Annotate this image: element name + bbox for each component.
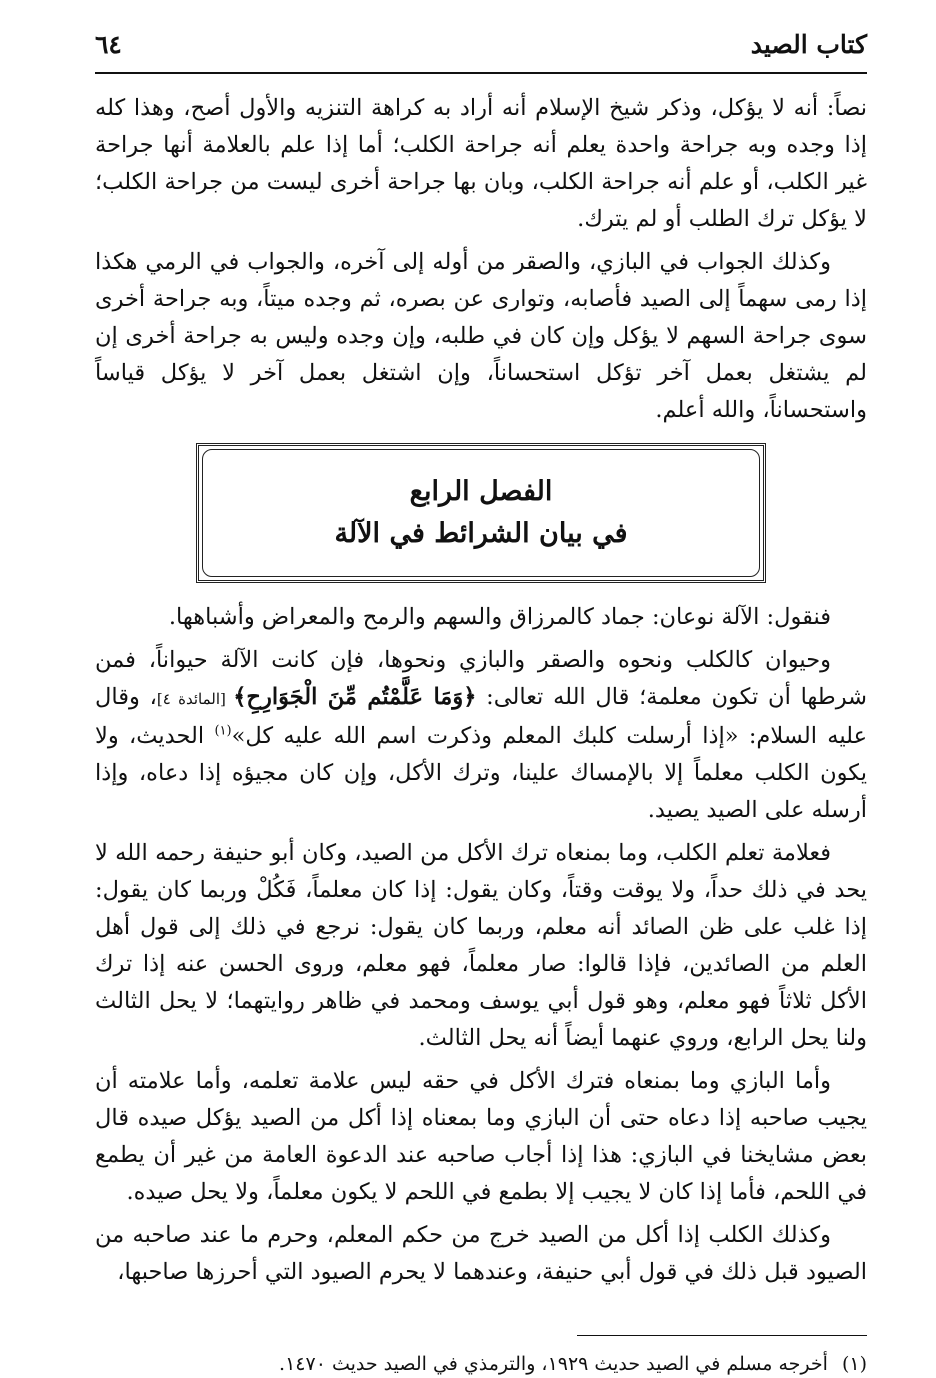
paragraph-6: وأما البازي وما بمنعاه فترك الأكل في حقه ليس علامة تعلمه، وأما علامته أن يجيب صاحبه إذا دعاه حتى أن البازي وما بمعناه إذا أكل من الصيد يؤكل صيده قال بعض مشايخنا في البازي: هذا إذا أجاب صاحبه عند الدعوة العامة من غير أن يطمع في اللحم، فأما إذا كان لا يجيب إلا بطمع في اللحم لا يكون معلماً، ولا يحل صيده. xyxy=(95,1068,867,1205)
paragraph-7: وكذلك الكلب إذا أكل من الصيد خرج من حكم المعلم، وحرم ما عند صاحبه من الصيود قبل ذلك في قول أبي حنيفة، وعندهما لا يحرم الصيود التي أحرزها صاحبها، xyxy=(95,1222,867,1285)
paragraph-4 xyxy=(95,642,867,829)
verse-reference: [المائدة ٤] xyxy=(156,690,234,708)
footnote-number: (١) xyxy=(841,1353,867,1375)
footnote-text: أخرجه مسلم في الصيد حديث ١٩٢٩، والترمذي في الصيد حديث ١٤٧٠. xyxy=(279,1353,828,1375)
page-header xyxy=(95,28,867,74)
running-title: كتاب الصيد xyxy=(750,30,867,59)
paragraph-4-part-b: ، وقال عليه السلام: «إذا أرسلت كلبك المعلم وذكرت اسم الله عليه كل» xyxy=(95,684,868,749)
frame-inner xyxy=(202,449,760,577)
main-text xyxy=(95,90,867,1291)
footnote-separator xyxy=(577,1335,867,1336)
page-number: ٦٤ xyxy=(95,30,122,59)
footnote-marker: (١) xyxy=(214,723,232,739)
book-page xyxy=(95,28,868,1375)
paragraph-3: فنقول: الآلة نوعان: جماد كالمرزاق والسهم والرمح والمعراض وأشباهها. xyxy=(168,604,831,630)
paragraph-5: فعلامة تعلم الكلب، وما بمنعاه ترك الأكل من الصيد، وكان أبو حنيفة رحمه الله لا يحد في ذلك حداً، ولا يوقت وقتاً، وكان يقول: إذا كان معلماً، فَكُلْ وربما كان يقول: إذا غلب على ظن الصائد أنه معلم، وربما كان يقول: نرجع في ذلك إلى قول أهل العلم من الصائدين، فإذا قالوا: صار معلماً، فهو معلم، وروى الحسن عنه إذا ترك الأكل ثلاثاً فهو معلم، وهو قول أبي يوسف ومحمد في ظاهر روايتهما؛ لا يحل الثالث ولنا يحل الرابع، وروي عنهما أيضاً أنه يحل الثالث. xyxy=(95,840,867,1051)
chapter-subtitle: في بيان الشرائط في الآلة xyxy=(334,518,628,549)
paragraph-1: نصاً: أنه لا يؤكل، وذكر شيخ الإسلام أنه أراد به كراهة التنزيه والأول أصح، وهذا كله إذا وجده وبه جراحة واحدة يعلم أنه جراحة الكلب؛ أما إذا علم بالعلامة أنها جراحة غير الكلب، أو علم أنه جراحة الكلب، وبان بها جراحة أخرى ليست من جراحة الكلب؛ لا يؤكل ترك الطلب أو لم يترك. xyxy=(95,95,867,232)
chapter-heading-box xyxy=(95,443,867,583)
paragraph-2: وكذلك الجواب في البازي، والصقر من أوله إلى آخره، والجواب في الرمي هكذا إذا رمى سهماً إلى الصيد فأصابه، وتوارى عن بصره، ثم وجده ميتاً، وبه جراحة أخرى سوى جراحة السهم لا يؤكل وإن كان في طلبه، وإن وجده وليس به جراحة أخرى إن لم يشتغل بعمل آخر تؤكل استحساناً، وإن اشتغل بعمل آخر لا يؤكل قياساً واستحساناً، والله أعلم. xyxy=(95,249,867,423)
decorative-frame xyxy=(196,443,766,583)
footnote xyxy=(95,1350,867,1378)
paragraph-4-part-a: وحيوان كالكلب ونحوه والصقر والبازي ونحوها، فإن كانت الآلة حيواناً، فمن شرطها أن تكون معلمة؛ قال الله تعالى: xyxy=(95,647,867,710)
chapter-title: الفصل الرابع xyxy=(409,476,553,507)
quran-verse: ﴿وَمَا عَلَّمْتُم مِّنَ الْجَوَارِحِ﴾ xyxy=(233,684,477,710)
paragraph-4-part-c: الحديث، ولا يكون الكلب معلماً إلا بالإمساك علينا، وترك الأكل، وإن كان مجيؤه إذا دعاه، وإذا أرسله على الصيد يصيد. xyxy=(95,723,867,823)
